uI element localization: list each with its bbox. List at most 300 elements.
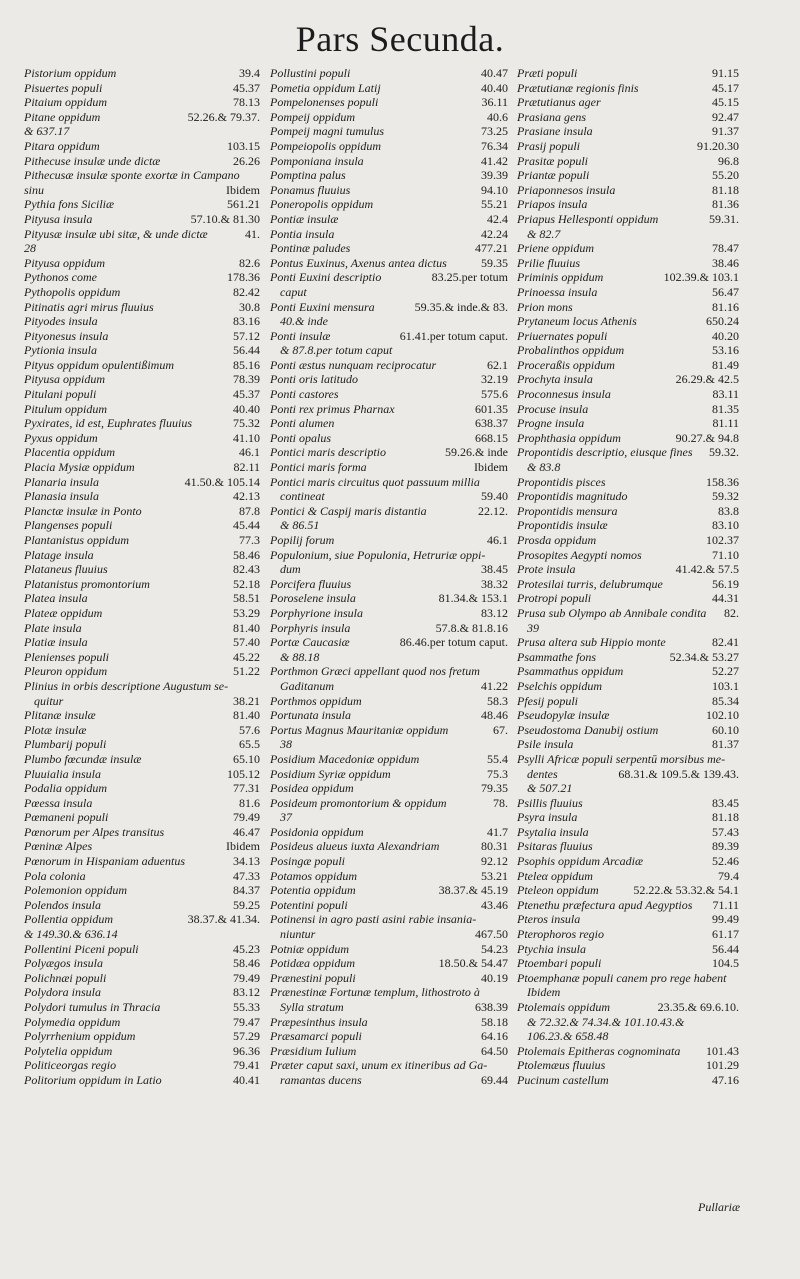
entry-page-ref: 22.12. — [478, 503, 508, 518]
index-entry — [24, 591, 260, 606]
index-entry — [517, 869, 739, 884]
entry-term: Psyra insula — [517, 810, 578, 825]
entry-term: Ponti æstus nunquam reciprocatur — [270, 357, 437, 372]
index-entry — [24, 1044, 260, 1059]
entry-term: Polichnæi populi — [24, 970, 107, 985]
entry-term: Propontidis mensura — [517, 503, 618, 518]
index-entry — [24, 387, 260, 402]
entry-page-ref: 53.29 — [233, 605, 260, 620]
entry-page-ref: 46.47 — [233, 824, 260, 839]
entry-page-ref: 71.10 — [712, 547, 739, 562]
entry-page-ref: 53.21 — [481, 868, 508, 883]
entry-page-ref: 467.50 — [475, 927, 508, 942]
index-entry — [270, 241, 508, 256]
entry-page-ref: 82.6 — [239, 255, 260, 270]
index-entry — [517, 839, 739, 854]
entry-page-ref: 91.15 — [712, 66, 739, 80]
entry-page-ref: 81.49 — [712, 357, 739, 372]
entry-page-ref: 92.47 — [712, 109, 739, 124]
entry-term: Priantæ populi — [517, 168, 590, 183]
index-entry — [270, 227, 508, 242]
index-entry — [517, 927, 739, 942]
entry-page-ref: 48.46 — [481, 708, 508, 723]
index-entry — [517, 971, 739, 986]
entry-page-ref: 668.15 — [475, 430, 508, 445]
entry-term: Polymedia oppidum — [24, 1014, 121, 1029]
entry-term: Posidium Macedoniæ oppidum — [270, 751, 420, 766]
entry-term: Pythia fons Siciliæ — [24, 197, 114, 212]
index-entry — [24, 985, 260, 1000]
entry-term: & 82.7 — [527, 226, 561, 241]
entry-page-ref: 67. — [493, 722, 508, 737]
entry-term: Ponamus fluuius — [270, 182, 351, 197]
entry-term: Populonium, siue Populonia, Hetruriæ oppi- — [270, 547, 486, 562]
index-entry — [270, 548, 508, 563]
entry-page-ref: 30.8 — [239, 299, 260, 314]
entry-page-ref: 41.22 — [481, 678, 508, 693]
entry-page-ref: 59.32. — [709, 445, 739, 460]
entry-term: Priapos insula — [517, 197, 588, 212]
entry-term: Propontidis descriptio, eiusque fines — [517, 445, 693, 460]
entry-page-ref: 178.36 — [227, 270, 260, 285]
entry-term: Prasitæ populi — [517, 153, 589, 168]
index-entry — [270, 854, 508, 869]
entry-term: Ptolemais Epitheras cognominata — [517, 1043, 681, 1058]
entry-term: Pleuron oppidum — [24, 664, 108, 679]
entry-term: Plumbo fœcundæ insulæ — [24, 751, 142, 766]
entry-page-ref: 18.50.& 54.47 — [438, 956, 508, 971]
index-entry — [517, 854, 739, 869]
index-entry — [270, 300, 508, 315]
index-entry — [517, 95, 739, 110]
entry-term: Pitulani populi — [24, 387, 97, 402]
entry-term: Sylla stratum — [280, 1000, 344, 1014]
entry-page-ref: 77.3 — [239, 533, 260, 547]
entry-term: Progne insula — [517, 416, 585, 431]
entry-page-ref: 51.22 — [233, 664, 260, 679]
entry-term: Posidonia oppidum — [270, 824, 364, 839]
index-entry — [24, 854, 260, 869]
index-entry — [24, 241, 260, 256]
entry-term: caput — [280, 284, 307, 299]
index-entry — [24, 708, 260, 723]
entry-term: Pterophoros regio — [517, 927, 604, 942]
index-entry — [24, 154, 260, 169]
index-entry — [517, 985, 739, 1000]
entry-term: Præti populi — [517, 66, 578, 80]
entry-term: Ponti opalus — [270, 430, 332, 445]
index-entry — [517, 212, 739, 227]
index-entry — [24, 912, 260, 927]
entry-term: Pluuialia insula — [24, 766, 102, 781]
index-entry — [24, 372, 260, 387]
index-entry — [517, 358, 739, 373]
index-entry — [24, 1073, 260, 1088]
entry-term: Protropi populi — [517, 591, 592, 606]
entry-term: & 507.21 — [527, 781, 573, 796]
index-entry — [270, 912, 508, 927]
index-entry — [270, 825, 508, 840]
entry-term: Pythopolis oppidum — [24, 284, 121, 299]
entry-page-ref: 80.31 — [481, 839, 508, 854]
index-entry — [270, 591, 508, 606]
entry-page-ref: 101.29 — [706, 1058, 739, 1073]
index-entry — [517, 402, 739, 417]
entry-page-ref: 38.21 — [233, 693, 260, 708]
entry-page-ref: 39.4 — [239, 66, 260, 80]
index-entry — [270, 475, 508, 490]
index-entry — [270, 971, 508, 986]
index-entry — [270, 562, 508, 577]
entry-term: Plenienses populi — [24, 649, 109, 664]
index-entry — [517, 445, 739, 460]
entry-term: Psylli Africæ populi serpentū morsibus me- — [517, 751, 726, 766]
entry-page-ref: 59.35 — [481, 255, 508, 270]
index-entry — [517, 548, 739, 563]
entry-term: Potentini populi — [270, 897, 348, 912]
entry-term: Platanistus promontorium — [24, 576, 150, 591]
entry-page-ref: 41.50.& 105.14 — [184, 474, 260, 489]
entry-term: 38 — [280, 737, 292, 752]
entry-term: Plateæ oppidum — [24, 605, 103, 620]
index-entry — [24, 956, 260, 971]
entry-page-ref: 82. — [724, 605, 739, 620]
entry-term: Ponti alumen — [270, 416, 335, 431]
entry-term: Probalinthos oppidum — [517, 343, 625, 358]
index-entry — [24, 431, 260, 446]
entry-term: Polyrrhenium oppidum — [24, 1029, 136, 1044]
entry-page-ref: 58.3 — [487, 693, 508, 708]
entry-term: Ptolemais oppidum — [517, 1000, 610, 1014]
index-entry — [24, 1015, 260, 1030]
index-entry — [270, 577, 508, 592]
entry-term: Pityonesus insula — [24, 328, 109, 343]
entry-page-ref: 81.37 — [712, 737, 739, 752]
entry-page-ref: 58.18 — [481, 1014, 508, 1029]
entry-page-ref: 45.22 — [233, 649, 260, 664]
index-entry — [517, 124, 739, 139]
index-entry — [270, 621, 508, 636]
index-entry — [270, 139, 508, 154]
entry-term: Pucinum castellum — [517, 1072, 609, 1087]
entry-page-ref: 47.16 — [712, 1072, 739, 1087]
index-entry — [517, 1000, 739, 1015]
entry-page-ref: 83.8 — [718, 503, 739, 518]
entry-term: Polendos insula — [24, 897, 101, 912]
page-title: Pars Secunda. — [295, 19, 505, 59]
entry-page-ref: 561.21 — [227, 197, 260, 212]
index-entry — [517, 533, 739, 548]
index-entry — [270, 431, 508, 446]
entry-page-ref: 78.47 — [712, 241, 739, 256]
entry-page-ref: 59.26.& inde — [445, 445, 508, 460]
entry-page-ref: 89.39 — [712, 839, 739, 854]
index-entry — [24, 460, 260, 475]
entry-page-ref: 41. — [245, 226, 260, 241]
entry-page-ref: 638.39 — [475, 1000, 508, 1014]
entry-term: Potniæ oppidum — [270, 941, 350, 956]
index-entry — [517, 810, 739, 825]
entry-page-ref: 55.4 — [487, 751, 508, 766]
entry-page-ref: 56.19 — [712, 576, 739, 591]
entry-term: Pollentia oppidum — [24, 912, 113, 927]
index-entry — [517, 635, 739, 650]
entry-term: Ponti rex primus Pharnax — [270, 401, 395, 416]
entry-page-ref: 81.40 — [233, 708, 260, 723]
index-entry — [24, 329, 260, 344]
entry-term: Prote insula — [517, 562, 576, 577]
entry-page-ref: 23.35.& 69.6.10. — [657, 1000, 739, 1014]
entry-page-ref: 83.11 — [712, 387, 739, 402]
entry-page-ref: 75.3 — [487, 766, 508, 781]
index-entry — [24, 475, 260, 490]
entry-page-ref: 62.1 — [487, 357, 508, 372]
entry-term: Pontici maris circuitus quot passuum millia — [270, 474, 480, 489]
entry-page-ref: 79.49 — [233, 810, 260, 825]
entry-page-ref: 58.51 — [233, 591, 260, 606]
entry-page-ref: 44.31 — [712, 591, 739, 606]
entry-page-ref: 52.22.& 53.32.& 54.1 — [633, 883, 739, 898]
index-entry — [270, 256, 508, 271]
index-entry — [270, 124, 508, 139]
index-entry — [517, 1058, 739, 1073]
entry-term: Pontia insula — [270, 226, 335, 241]
entry-term: Pityusa oppidum — [24, 255, 105, 270]
entry-page-ref: 83.12 — [481, 605, 508, 620]
entry-page-ref: Ibidem — [226, 839, 260, 854]
index-entry — [24, 825, 260, 840]
index-entry — [517, 518, 739, 533]
entry-term: dentes — [527, 766, 558, 781]
entry-term: Priene oppidum — [517, 241, 594, 256]
entry-term: Plataneus fluuius — [24, 562, 108, 577]
entry-term: Ponti castores — [270, 387, 339, 402]
entry-page-ref: 64.50 — [481, 1043, 508, 1058]
entry-page-ref: 47.33 — [233, 868, 260, 883]
index-entry — [517, 1073, 739, 1088]
entry-term: Polydora insula — [24, 985, 101, 1000]
entry-term: Prasiana gens — [517, 109, 586, 124]
entry-page-ref: 76.34 — [481, 138, 508, 153]
entry-term: Plantanistus oppidum — [24, 533, 130, 547]
entry-page-ref: 41.10 — [233, 430, 260, 445]
entry-term: Portus Magnus Mauritaniæ oppidum — [270, 722, 449, 737]
entry-page-ref: 57.40 — [233, 635, 260, 650]
index-entry — [24, 752, 260, 767]
entry-term: Pteros insula — [517, 912, 581, 927]
index-entry — [517, 314, 739, 329]
entry-term: Pitulum oppidum — [24, 401, 107, 416]
index-entry — [517, 154, 739, 169]
index-entry — [270, 154, 508, 169]
entry-page-ref: 638.37 — [475, 416, 508, 431]
entry-term: Propontidis magnitudo — [517, 489, 628, 504]
entry-term: Plate insula — [24, 620, 82, 635]
entry-term: Procuse insula — [517, 401, 589, 416]
entry-term: Pityodes insula — [24, 314, 98, 329]
entry-term: Præsamarci populi — [270, 1029, 362, 1044]
entry-term: Prosda oppidum — [517, 533, 597, 547]
entry-page-ref: 57.43 — [712, 824, 739, 839]
entry-page-ref: 83.12 — [233, 985, 260, 1000]
entry-page-ref: 79.35 — [481, 781, 508, 796]
entry-page-ref: 39.39 — [481, 168, 508, 183]
entry-term: Ibidem — [527, 985, 561, 1000]
entry-term: Prasiane insula — [517, 124, 593, 139]
entry-page-ref: 82.41 — [712, 635, 739, 650]
index-entry — [270, 606, 508, 621]
entry-term: Pyxirates, id est, Euphrates fluuius — [24, 416, 192, 431]
entry-page-ref: 102.39.& 103.1 — [663, 270, 739, 285]
entry-page-ref: 64.16 — [481, 1029, 508, 1044]
entry-page-ref: 61.17 — [712, 927, 739, 942]
entry-page-ref: 85.34 — [712, 693, 739, 708]
index-entry — [517, 285, 739, 300]
entry-page-ref: 103.15 — [227, 138, 260, 153]
entry-term: Polemonion oppidum — [24, 883, 127, 898]
index-entry — [517, 197, 739, 212]
index-entry — [517, 577, 739, 592]
index-entry — [24, 1029, 260, 1044]
entry-page-ref: 38.45 — [481, 562, 508, 577]
entry-term: Prasij populi — [517, 138, 581, 153]
entry-page-ref: 86.46.per totum caput. — [399, 635, 508, 650]
index-entry — [517, 1029, 739, 1044]
entry-term: Pseudopylæ insulæ — [517, 708, 610, 723]
entry-term: Poroselene insula — [270, 591, 356, 606]
entry-page-ref: 65.10 — [233, 751, 260, 766]
entry-page-ref: 59.31. — [709, 211, 739, 226]
index-entry — [270, 1015, 508, 1030]
entry-term: Prusa altera sub Hippio monte — [517, 635, 666, 650]
index-entry — [517, 227, 739, 242]
entry-page-ref: 40.6 — [487, 109, 508, 124]
entry-term: Prætutianus ager — [517, 95, 601, 110]
entry-term: Protesilai turris, delubrumque — [517, 576, 663, 591]
entry-term: Placentia oppidum — [24, 445, 115, 460]
entry-page-ref: 81.16 — [712, 299, 739, 314]
entry-term: Posidium Syriæ oppidum — [270, 766, 391, 781]
entry-term: Porcifera fluuius — [270, 576, 352, 591]
entry-page-ref: 91.20.30 — [697, 138, 739, 153]
entry-term: Prinoessa insula — [517, 284, 598, 299]
index-entry — [270, 956, 508, 971]
entry-term: Pontici maris forma — [270, 460, 367, 475]
index-entry — [270, 635, 508, 650]
entry-page-ref: 94.10 — [481, 182, 508, 197]
entry-page-ref: 57.6 — [239, 722, 260, 737]
index-entry — [24, 81, 260, 96]
index-entry — [24, 300, 260, 315]
index-entry — [517, 767, 739, 782]
entry-term: Prænestinæ Fortunæ templum, lithostroto à — [270, 985, 480, 1000]
index-entry — [24, 314, 260, 329]
index-entry — [270, 1029, 508, 1044]
index-column-2 — [270, 66, 508, 1088]
entry-page-ref: 41.7 — [487, 824, 508, 839]
index-entry — [24, 256, 260, 271]
index-entry — [517, 723, 739, 738]
entry-term: Pitara oppidum — [24, 138, 100, 153]
index-entry — [270, 781, 508, 796]
entry-term: Pompeij magni tumulus — [270, 124, 384, 139]
entry-term: Pselchis oppidum — [517, 678, 602, 693]
entry-page-ref: 104.5 — [712, 956, 739, 971]
entry-term: Pitane oppidum — [24, 109, 101, 124]
index-entry — [517, 606, 739, 621]
entry-term: & 88.18 — [280, 649, 320, 664]
entry-term: Pœmaneni populi — [24, 810, 109, 825]
index-entry — [270, 489, 508, 504]
index-entry — [24, 197, 260, 212]
entry-term: Podalia oppidum — [24, 781, 107, 796]
entry-page-ref: 36.11 — [481, 95, 508, 110]
entry-page-ref: 69.44 — [481, 1072, 508, 1087]
entry-term: Prænestini populi — [270, 970, 356, 985]
entry-term: 106.23.& 658.48 — [527, 1029, 609, 1044]
entry-page-ref: 81.40 — [233, 620, 260, 635]
entry-page-ref: 58.46 — [233, 547, 260, 562]
entry-page-ref: 81.36 — [712, 197, 739, 212]
entry-term: Porthmon Græci appellant quod nos fretum — [270, 664, 480, 679]
entry-term: Platea insula — [24, 591, 88, 606]
index-entry — [24, 723, 260, 738]
entry-page-ref: 52.27 — [712, 664, 739, 679]
index-entry — [517, 168, 739, 183]
entry-term: Gaditanum — [280, 678, 334, 693]
index-entry — [517, 110, 739, 125]
entry-page-ref: 41.42.& 57.5 — [675, 562, 739, 577]
entry-page-ref: 102.10 — [706, 708, 739, 723]
entry-term: Pompeiopolis oppidum — [270, 138, 381, 153]
entry-term: & 637.17 — [24, 124, 70, 139]
index-entry — [270, 270, 508, 285]
index-entry — [517, 66, 739, 81]
entry-page-ref: 45.15 — [712, 95, 739, 110]
entry-term: Pomptina palus — [270, 168, 346, 183]
entry-term: Plotæ insulæ — [24, 722, 87, 737]
entry-term: niuntur — [280, 927, 316, 942]
index-entry — [517, 343, 739, 358]
entry-term: Planaria insula — [24, 474, 100, 489]
entry-page-ref: 79.49 — [233, 970, 260, 985]
entry-term: Porphyris insula — [270, 620, 351, 635]
index-entry — [270, 883, 508, 898]
entry-term: Plinius in orbis descriptione Augustum se- — [24, 678, 229, 693]
entry-term: Psitaras fluuius — [517, 839, 593, 854]
entry-page-ref: 46.1 — [487, 533, 508, 547]
index-entry — [517, 781, 739, 796]
index-entry — [270, 1000, 508, 1015]
entry-term: Potidæa oppidum — [270, 956, 356, 971]
index-entry — [270, 183, 508, 198]
entry-term: Prusa sub Olympo ab Annibale condita — [517, 605, 707, 620]
entry-page-ref: 56.44 — [233, 343, 260, 358]
index-entry — [24, 270, 260, 285]
entry-page-ref: 53.16 — [712, 343, 739, 358]
index-entry — [517, 956, 739, 971]
index-entry — [24, 898, 260, 913]
index-entry — [24, 577, 260, 592]
entry-term: Ptolemæus fluuius — [517, 1058, 606, 1073]
index-entry — [270, 416, 508, 431]
index-entry — [270, 402, 508, 417]
entry-term: Ponti oris latitudo — [270, 372, 359, 387]
index-entry — [270, 650, 508, 665]
index-entry — [270, 839, 508, 854]
index-entry — [24, 489, 260, 504]
index-entry — [270, 460, 508, 475]
